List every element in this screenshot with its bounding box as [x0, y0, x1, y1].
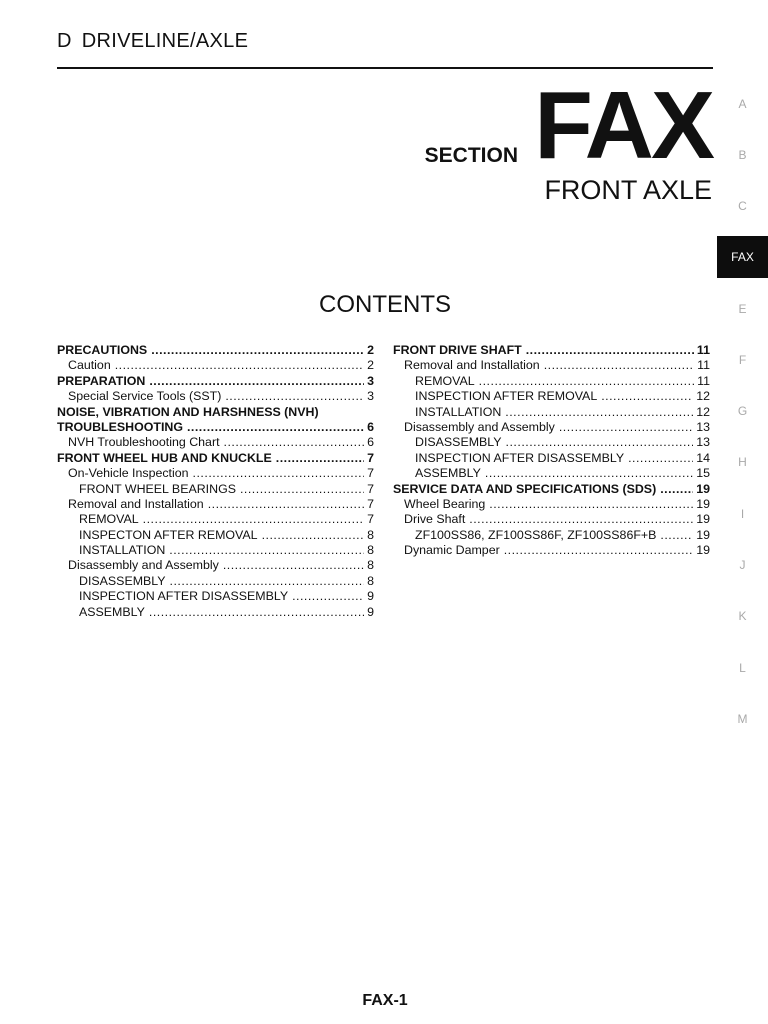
- toc-dot-leader: [479, 374, 694, 389]
- section-tab-l[interactable]: L: [739, 660, 746, 675]
- toc-entry-title: Removal and Installation: [404, 358, 540, 373]
- toc-entry-title: On-Vehicle Inspection: [68, 466, 189, 481]
- toc-entry-title: NOISE, VIBRATION AND HARSHNESS (NVH): [57, 404, 319, 419]
- toc-entry-title: INSTALLATION: [415, 404, 502, 419]
- toc-dot-leader: [469, 512, 693, 527]
- toc-entry-page: 19: [696, 481, 710, 496]
- section-tab-j[interactable]: J: [739, 558, 746, 573]
- toc-dot-leader: [505, 405, 693, 420]
- toc-entry-page: 19: [696, 527, 710, 542]
- toc-dot-leader: [223, 558, 364, 573]
- section-tab-b[interactable]: B: [738, 147, 747, 162]
- toc-entry-title: Disassembly and Assembly: [404, 419, 555, 434]
- toc-entry[interactable]: [57, 558, 374, 573]
- toc-entry-title: FRONT WHEEL HUB AND KNUCKLE: [57, 450, 272, 465]
- section-tab-i[interactable]: I: [740, 506, 745, 521]
- toc-dot-leader: [151, 343, 364, 358]
- toc-dot-leader: [544, 358, 694, 373]
- toc-entry[interactable]: [57, 512, 374, 527]
- toc-dot-leader: [240, 482, 364, 497]
- toc-dot-leader: [504, 543, 693, 558]
- toc-entry[interactable]: [393, 358, 710, 373]
- toc-entry-title: TROUBLESHOOTING: [57, 419, 183, 434]
- toc-entry-title: Drive Shaft: [404, 512, 466, 527]
- toc-dot-leader: [660, 482, 693, 497]
- toc-entry[interactable]: [393, 420, 710, 435]
- group-title: DRIVELINE/AXLE: [81, 30, 249, 52]
- toc-entry-title: INSPECTION AFTER DISASSEMBLY: [79, 589, 289, 604]
- toc-entry-page: 6: [367, 419, 374, 434]
- toc-entry-title: ASSEMBLY: [79, 604, 145, 619]
- toc-right-column: [393, 343, 710, 558]
- section-label: SECTION: [424, 144, 518, 167]
- toc-entry-page: 8: [367, 543, 374, 558]
- toc-entry-page: 9: [367, 589, 374, 604]
- group-letter: D: [57, 30, 72, 52]
- toc-entry-title: FRONT WHEEL BEARINGS: [79, 481, 236, 496]
- toc-dot-leader: [276, 451, 364, 466]
- toc-entry-title: INSPECTION AFTER REMOVAL: [415, 389, 598, 404]
- toc-entry[interactable]: [57, 497, 374, 512]
- toc-entry-page: 6: [367, 435, 374, 450]
- toc-dot-leader: [187, 420, 364, 435]
- toc-entry[interactable]: [393, 497, 710, 512]
- toc-entry[interactable]: [57, 389, 374, 404]
- toc-entry-page: 3: [367, 389, 374, 404]
- section-tab-g[interactable]: G: [737, 404, 748, 419]
- toc-entry-title: Removal and Installation: [68, 496, 204, 511]
- toc-entry-title: NVH Troubleshooting Chart: [68, 435, 220, 450]
- toc-entry[interactable]: [393, 435, 710, 450]
- toc-entry-page: 11: [696, 343, 710, 357]
- toc-entry[interactable]: [57, 605, 374, 620]
- toc-entry-page: 9: [367, 604, 374, 619]
- toc-entry-page: 19: [696, 496, 710, 511]
- toc-dot-leader: [660, 528, 693, 543]
- toc-entry-title: INSPECTION AFTER DISASSEMBLY: [415, 450, 625, 465]
- toc-entry[interactable]: [393, 466, 710, 481]
- toc-entry[interactable]: [393, 482, 710, 497]
- toc-dot-leader: [224, 435, 365, 450]
- toc-dot-leader: [225, 389, 364, 404]
- section-tab-f[interactable]: F: [738, 352, 747, 367]
- toc-entry-page: 7: [367, 466, 374, 481]
- toc-entry[interactable]: [393, 528, 710, 543]
- toc-entry-title: Wheel Bearing: [404, 496, 486, 511]
- section-title: FRONT AXLE: [544, 175, 712, 205]
- toc-entry-title: DISASSEMBLY: [79, 573, 166, 588]
- toc-entry-title: INSPECTON AFTER REMOVAL: [79, 527, 258, 542]
- page-number: FAX-1: [362, 992, 408, 1009]
- toc-dot-leader: [170, 574, 365, 589]
- toc-entry-title: FRONT DRIVE SHAFT: [393, 343, 522, 357]
- toc-dot-leader: [489, 497, 693, 512]
- section-tab-e[interactable]: E: [738, 301, 747, 316]
- toc-dot-leader: [559, 420, 693, 435]
- toc-entry-page: 2: [367, 343, 374, 357]
- toc-entry[interactable]: [393, 343, 710, 358]
- toc-entry-page: 15: [696, 466, 710, 481]
- section-tab-fax[interactable]: FAX: [717, 236, 768, 278]
- toc-entry[interactable]: [57, 466, 374, 481]
- toc-entry-page: 19: [696, 543, 710, 558]
- toc-entry[interactable]: [57, 589, 374, 604]
- toc-entry-page: 2: [367, 358, 374, 373]
- section-tab-k[interactable]: K: [738, 609, 747, 624]
- toc-dot-leader: [526, 343, 694, 358]
- toc-entry-page: 7: [367, 512, 374, 527]
- toc-entry-title: ASSEMBLY: [415, 466, 481, 481]
- toc-entry[interactable]: [393, 405, 710, 420]
- toc-dot-leader: [143, 512, 364, 527]
- toc-entry[interactable]: [393, 389, 710, 404]
- toc-dot-leader: [292, 589, 364, 604]
- section-code: FAX: [534, 72, 712, 179]
- toc-entry-title: REMOVAL: [79, 512, 139, 527]
- toc-dot-leader: [149, 605, 364, 620]
- toc-entry-page: 8: [367, 573, 374, 588]
- toc-entry[interactable]: [57, 574, 374, 589]
- toc-entry[interactable]: [57, 528, 374, 543]
- toc-entry[interactable]: [57, 343, 374, 358]
- toc-entry-page: 7: [367, 481, 374, 496]
- toc-entry-page: 7: [367, 496, 374, 511]
- toc-dot-leader: [208, 497, 364, 512]
- toc-entry[interactable]: [393, 543, 710, 558]
- toc-entry-page: 3: [367, 373, 374, 388]
- toc-left-column: [57, 343, 374, 620]
- section-tab-h[interactable]: H: [738, 455, 747, 470]
- group-header: [57, 30, 248, 53]
- toc-entry[interactable]: [57, 451, 374, 466]
- toc-entry-page: 12: [696, 389, 710, 404]
- toc-entry-title: Disassembly and Assembly: [68, 558, 219, 573]
- toc-entry[interactable]: [57, 405, 374, 420]
- toc-dot-leader: [115, 358, 364, 373]
- header-divider: [57, 67, 713, 69]
- toc-entry-title: REMOVAL: [415, 373, 475, 388]
- toc-entry[interactable]: [393, 374, 710, 389]
- section-tab-m[interactable]: M: [737, 711, 748, 726]
- toc-dot-leader: [628, 451, 693, 466]
- section-tab-c[interactable]: C: [738, 199, 747, 214]
- toc-entry-title: Special Service Tools (SST): [68, 389, 222, 404]
- toc-dot-leader: [193, 466, 365, 481]
- toc-entry-title: Caution: [68, 358, 111, 373]
- toc-dot-leader: [149, 374, 364, 389]
- toc-entry-page: 14: [696, 450, 710, 465]
- toc-entry-page: 11: [697, 373, 710, 388]
- toc-entry-title: INSTALLATION: [79, 543, 166, 558]
- toc-entry-page: 13: [696, 435, 710, 450]
- toc-entry-title: Dynamic Damper: [404, 543, 500, 558]
- toc-entry[interactable]: [393, 512, 710, 527]
- toc-entry-page: 7: [367, 450, 374, 465]
- toc-entry[interactable]: [57, 374, 374, 389]
- toc-entry-page: 8: [367, 527, 374, 542]
- toc-entry-title: PRECAUTIONS: [57, 343, 148, 357]
- toc-dot-leader: [485, 466, 693, 481]
- toc-entry[interactable]: [57, 420, 374, 435]
- toc-entry-page: 19: [696, 512, 710, 527]
- toc-entry-page: 8: [367, 558, 374, 573]
- toc-dot-leader: [262, 528, 365, 543]
- toc-entry-page: 13: [696, 419, 710, 434]
- toc-entry[interactable]: [57, 435, 374, 450]
- toc-entry-page: 12: [696, 404, 710, 419]
- toc-entry-title: ZF100SS86, ZF100SS86F, ZF100SS86F+B: [415, 527, 657, 542]
- toc-entry[interactable]: [393, 451, 710, 466]
- toc-entry-title: PREPARATION: [57, 373, 146, 388]
- contents-heading: CONTENTS: [319, 291, 451, 318]
- toc-dot-leader: [506, 435, 694, 450]
- section-index-tabs: [717, 78, 768, 745]
- toc-dot-leader: [601, 389, 693, 404]
- toc-entry[interactable]: [57, 358, 374, 373]
- toc-dot-leader: [169, 543, 364, 558]
- toc-entry-page: 11: [697, 358, 710, 373]
- toc-entry-title: DISASSEMBLY: [415, 435, 502, 450]
- toc-entry[interactable]: [57, 543, 374, 558]
- toc-entry[interactable]: [57, 482, 374, 497]
- section-tab-a[interactable]: A: [738, 96, 747, 111]
- toc-entry-title: SERVICE DATA AND SPECIFICATIONS (SDS): [393, 481, 657, 496]
